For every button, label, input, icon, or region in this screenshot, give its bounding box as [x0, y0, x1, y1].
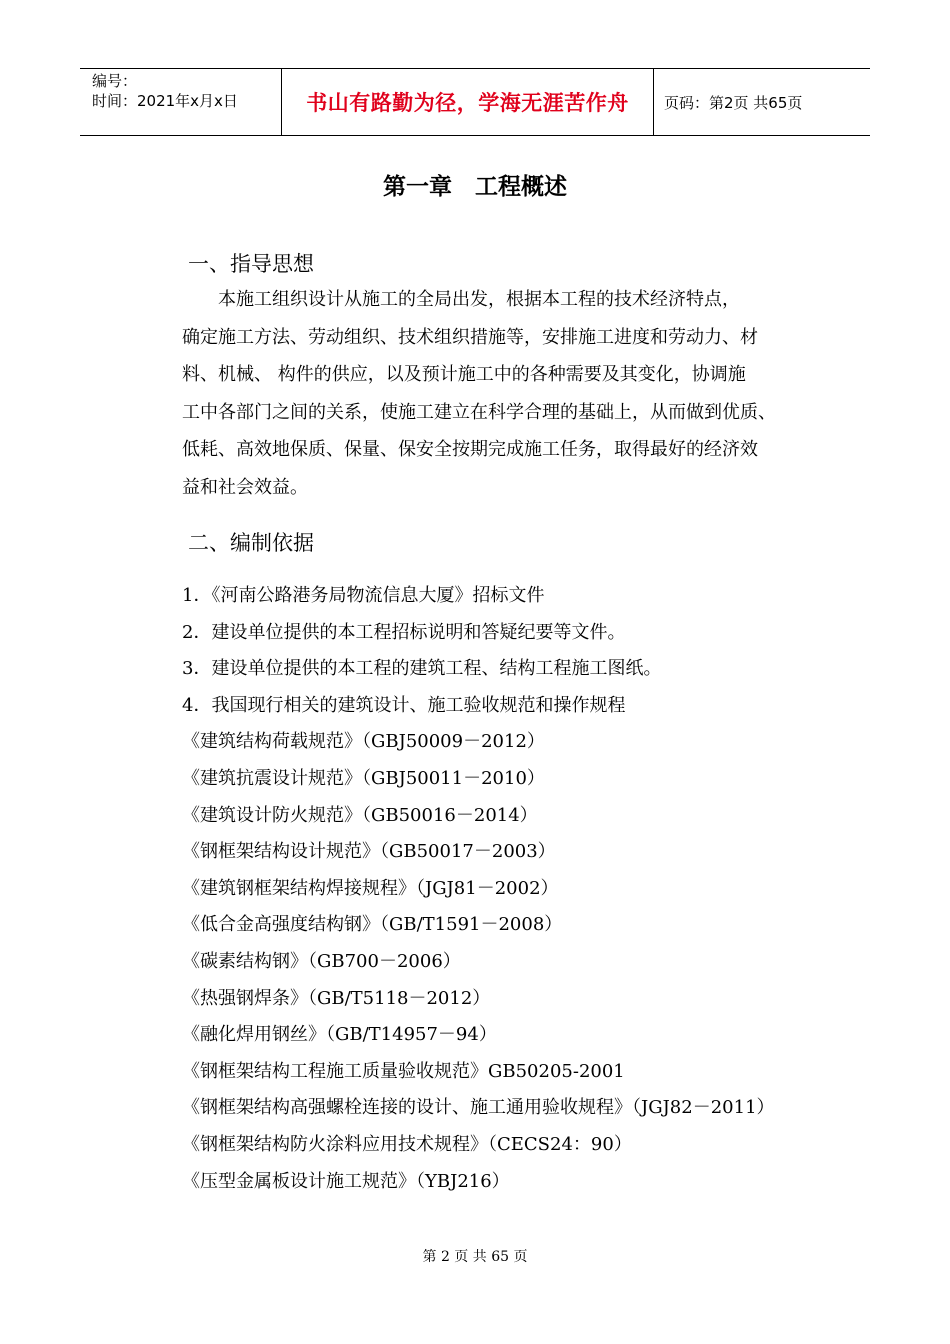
list-item: 3．建设单位提供的本工程的建筑工程、结构工程施工图纸。 [182, 658, 662, 680]
paragraph-line: 确定施工方法、劳动组织、技术组织措施等，安排施工进度和劳动力、材 [182, 326, 758, 348]
list-item: 《钢框架结构设计规范》（GB50017－2003） [182, 841, 556, 863]
paragraph-line: 本施工组织设计从施工的全局出发，根据本工程的技术经济特点， [182, 289, 740, 310]
section-heading-guiding: 一、指导思想 [188, 252, 314, 276]
header-motto: 书山有路勤为径，学海无涯苦作舟 [282, 69, 654, 135]
list-item: 《建筑钢框架结构焊接规程》（JGJ81－2002） [182, 877, 559, 899]
header-page-info: 页码：第2页 共65页 [664, 93, 803, 112]
list-item: 《低合金高强度结构钢》（GB/T1591－2008） [182, 914, 563, 936]
paragraph-line: 低耗、高效地保质、保量、保安全按期完成施工任务，取得最好的经济效 [182, 439, 758, 461]
list-item: 《融化焊用钢丝》（GB/T14957－94） [182, 1024, 497, 1046]
chapter-title: 第一章 工程概述 [383, 174, 567, 200]
list-item: 《建筑设计防火规范》（GB50016－2014） [182, 804, 538, 826]
paragraph-line: 益和社会效益。 [182, 476, 308, 498]
date-label: 时间：2021年x月x日 [92, 92, 238, 110]
list-item: 《钢框架结构高强螺栓连接的设计、施工通用验收规程》（JGJ82－2011） [182, 1097, 775, 1119]
page-footer: 第 2 页 共 65 页 [422, 1249, 528, 1265]
list-item: 《压型金属板设计施工规范》（YBJ216） [182, 1170, 510, 1192]
list-item: 《热强钢焊条》（GB/T5118－2012） [182, 987, 491, 1009]
header-table [80, 68, 870, 136]
paragraph-line: 料、机械、 构件的供应，以及预计施工中的各种需要及其变化，协调施 [182, 364, 746, 386]
list-item: 1．《河南公路港务局物流信息大厦》招标文件 [182, 585, 545, 606]
list-item: 2．建设单位提供的本工程招标说明和答疑纪要等文件。 [182, 621, 626, 643]
list-item: 《建筑抗震设计规范》（GBJ50011－2010） [182, 767, 545, 789]
list-item: 《钢框架结构防火涂料应用技术规程》（CECS24：90） [182, 1133, 632, 1155]
number-label: 编号： [92, 72, 138, 90]
list-item: 4．我国现行相关的建筑设计、施工验收规范和操作规程 [182, 694, 626, 716]
basis-list [182, 578, 862, 1200]
list-item: 《建筑结构荷载规范》（GBJ50009－2012） [182, 731, 545, 753]
guiding-paragraph [182, 281, 812, 507]
header-meta-cell [80, 69, 282, 135]
section-heading-basis: 二、编制依据 [188, 531, 314, 555]
list-item: 《钢框架结构工程施工质量验收规范》GB50205-2001 [182, 1060, 625, 1082]
paragraph-line: 工中各部门之间的关系，使施工建立在科学合理的基础上，从而做到优质、 [182, 401, 776, 423]
list-item: 《碳素结构钢》（GB700－2006） [182, 950, 461, 972]
